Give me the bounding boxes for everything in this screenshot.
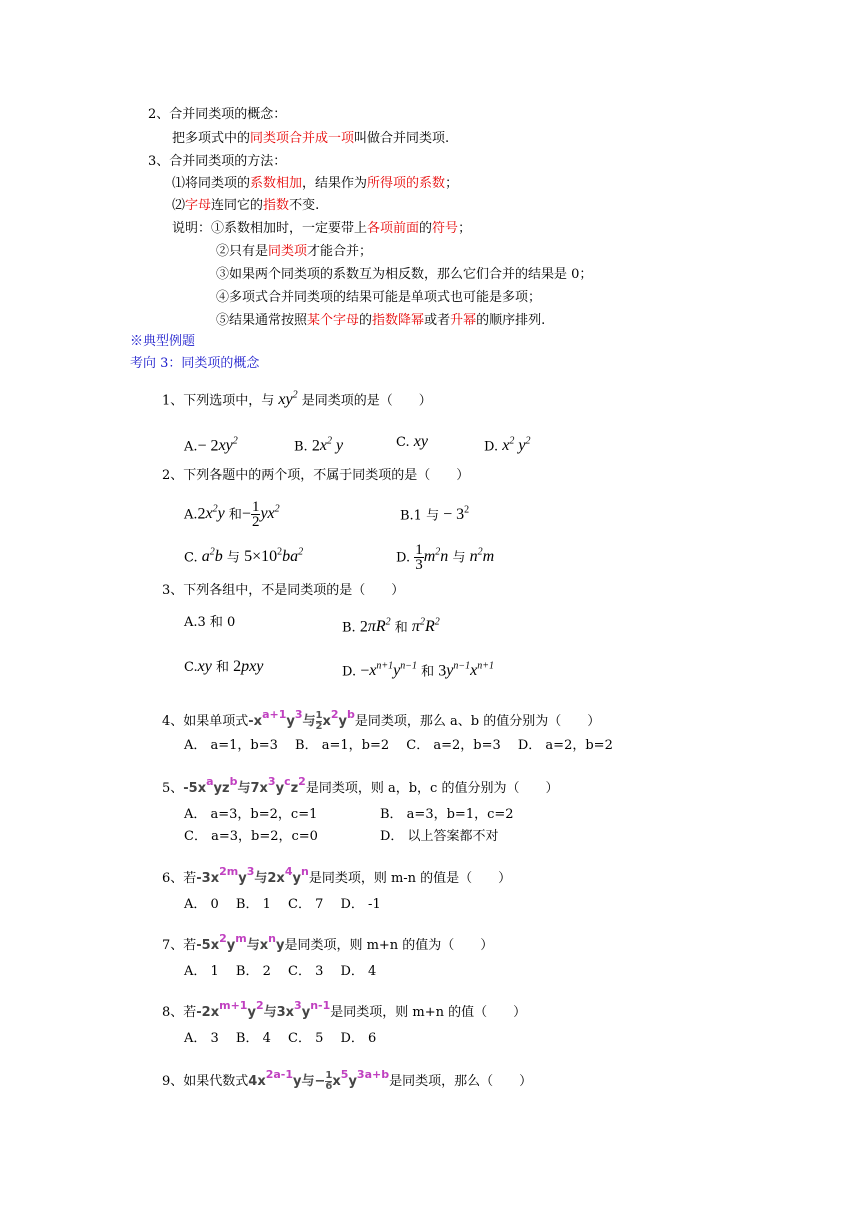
question-3: 3、下列各组中，不是同类项的是（ ） bbox=[162, 583, 405, 598]
question-1: 1、下列选项中，与 $xy^2$ 是同类项的是（ ） bbox=[162, 390, 432, 409]
method-note-4: ④多项式合并同类项的结果可能是单项式也可能是多项； bbox=[216, 290, 542, 305]
question-9: 9、如果代数式$4x^{2a-1}y$与− $\frac{1}{6}$ $x^5y^{3a+b}$是同类项，那么（ ） bbox=[162, 1068, 533, 1092]
q8-options: A． 3 B． 4 C． 5 D． 6 bbox=[184, 1031, 377, 1046]
method-step-2: ⑵字母连同它的指数不变. bbox=[172, 198, 320, 213]
method-note-3: ③如果两个同类项的系数互为相反数，那么它们合并的结果是 0； bbox=[216, 267, 593, 282]
method-heading: 3、合并同类项的方法： bbox=[148, 154, 287, 169]
q5-option-a: A． a=3，b=2，c=1 bbox=[184, 807, 318, 822]
topic-title: 考向 3：同类项的概念 bbox=[130, 356, 260, 371]
question-5: 5、$-5x^ayz^b$与$7x^3y^cz^2$是同类项，则 a，b，c 的值分别为（ ） bbox=[162, 775, 559, 796]
q2-option-d: D. $\frac{1}{3}$ $m^2n$ 与 $n^2m$ bbox=[396, 542, 495, 574]
q1-option-b: B. $2x^2$ y bbox=[294, 436, 344, 455]
q3-option-c: C.xy 和 2pxy bbox=[184, 658, 264, 675]
method-step-1: ⑴将同类项的系数相加，结果作为所得项的系数； bbox=[172, 176, 459, 191]
q2-option-b: B.1 与 − $3^2$ bbox=[400, 505, 470, 524]
q5-option-b: B． a=3，b=1，c=2 bbox=[380, 807, 514, 822]
method-note-5: ⑤结果通常按照某个字母的指数降幂或者升幂的顺序排列. bbox=[216, 313, 546, 328]
q1-option-c: C. xy bbox=[396, 433, 428, 450]
q3-option-a: A.3 和 0 bbox=[184, 615, 236, 630]
q1-option-d: D. $x^2$ $y^2$ bbox=[484, 436, 531, 455]
q2-option-a: $A.2x^2y$ 和− $\frac{1}{2}$ $yx^2$ bbox=[184, 499, 280, 531]
q1-option-a: $A.- 2xy^2$ bbox=[184, 436, 238, 455]
question-6: 6、若$-3x^{2m}y^3$与$2x^4y^n$是同类项，则 m-n 的值是（ ） bbox=[162, 865, 512, 886]
q5-option-c: C． a=3，b=2，c=0 bbox=[184, 829, 318, 844]
q4-options: A． a=1，b=3 B． a=1，b=2 C． a=2，b=3 D． a=2，b=2 bbox=[184, 738, 613, 753]
question-2: 2、下列各题中的两个项，不属于同类项的是（ ） bbox=[162, 468, 470, 483]
question-4: 4、如果单项式$-x^{a+1}y^3$与 $\frac{1}{2}$ $x^2y^b$是同类项，那么 a、b 的值分别为（ ） bbox=[162, 708, 601, 732]
question-8: 8、若$-2x^{m+1}y^2$与$3x^3y^{n-1}$是同类项，则 m+n 的值（ ） bbox=[162, 999, 527, 1020]
q5-option-d: D． 以上答案都不对 bbox=[380, 829, 499, 844]
examples-title: ※典型例题 bbox=[130, 334, 196, 349]
q6-options: A． 0 B． 1 C． 7 D． -1 bbox=[184, 897, 381, 912]
q7-options: A． 1 B． 2 C． 3 D． 4 bbox=[184, 964, 377, 979]
q3-option-b: B. $2\pi R^2$ 和 $\pi^2R^2$ bbox=[342, 617, 440, 636]
method-note-2: ②只有是同类项才能合并； bbox=[216, 244, 373, 259]
q3-option-d: D. $-x^{n+1}y^{n-1}$ 和 $3y^{n-1}x^{n+1}$ bbox=[342, 661, 494, 680]
q2-option-c: C. $a^2b$ 与 $5\times 10^2ba^2$ bbox=[184, 547, 304, 566]
question-7: 7、若$-5x^2y^m$与$x^ny$是同类项，则 m+n 的值为（ ） bbox=[162, 932, 494, 953]
concept-heading: 2、合并同类项的概念： bbox=[148, 107, 287, 122]
method-note-1: 说明：①系数相加时，一定要带上各项前面的符号； bbox=[172, 221, 472, 236]
concept-definition: 把多项式中的同类项合并成一项叫做合并同类项. bbox=[172, 131, 450, 146]
